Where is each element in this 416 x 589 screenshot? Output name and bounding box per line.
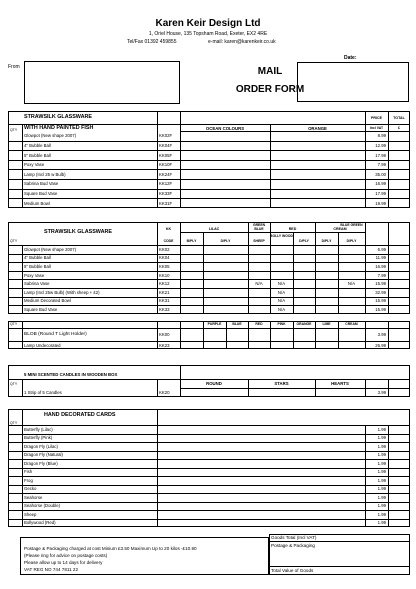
section5-qty-cell[interactable] (8, 459, 22, 468)
table-row-line (8, 169, 410, 170)
company-email: e-mail: karen@karenkeir.co.uk (208, 39, 276, 45)
section2-dply-3: D/PLY (321, 239, 332, 243)
date-label: Date: (344, 55, 357, 61)
section5-row-price: 1.99 (377, 460, 386, 466)
section5-row-price: 1.99 (377, 426, 386, 432)
section5-row-name: Seahorse (Double) (24, 503, 61, 509)
section3-colour-orange: ORANGE (296, 322, 312, 326)
section2-qty-cell[interactable] (8, 245, 22, 254)
section2-dply-1: D/PLY (220, 239, 231, 243)
section1-row-name: Poxy Vase (24, 162, 45, 168)
section1-qty-header: QTY (10, 128, 18, 132)
section3-row1-price: 3.99 (377, 332, 386, 337)
section3-colour-blue: BLUE (232, 322, 242, 326)
section2-qty-cell[interactable] (8, 262, 22, 271)
table-row-line (8, 262, 410, 263)
total-value-label: Total Value of Goods (271, 568, 314, 573)
section4-qty-header: QTY (10, 382, 18, 386)
section2-qty-cell[interactable] (8, 279, 22, 288)
section5-row-name: Sheep (24, 511, 37, 517)
section1-row-code: KK31F (159, 200, 173, 206)
section2-row-name: 4" Bubble Ball (24, 255, 51, 261)
section1-row-name: Lamp (Incl 25 w Bulb) (24, 171, 66, 177)
section2-row-price: 15.99 (375, 307, 386, 312)
section2-row-code: KK10 (159, 272, 170, 278)
section2-red-header: RED (288, 227, 297, 231)
section1-row-name: Glowpot (New shape 2007) (24, 133, 77, 139)
section2-row-price: 11.99 (375, 255, 386, 261)
footer-line4: VAT REG NO 744 7811 22 (24, 567, 79, 572)
section5-qty-cell[interactable] (8, 510, 22, 519)
section3-qty-header: QTY (10, 322, 18, 326)
table-row-line (8, 189, 410, 190)
section2-dply-4: D/PLY (346, 239, 357, 243)
table-row-line (8, 485, 410, 486)
section5-row-price: 1.99 (377, 520, 386, 526)
section1-row-code: KK04F (159, 142, 173, 148)
section1-title1: STRAWSILK GLASSWARE (24, 114, 92, 120)
table-row-line (8, 519, 410, 520)
section3-colour-pink: PINK (277, 322, 286, 326)
section2-row-price: 15.99 (375, 281, 386, 287)
table-row-line (8, 468, 410, 469)
section1-row-name: Square Bud Vase (24, 190, 58, 196)
section2-bluegreen-header: BLUE GREEN (340, 223, 363, 227)
section5-row-name: Dragon Fly (Lilac) (24, 443, 58, 449)
form-title-line1: MAIL (257, 66, 283, 77)
section2-row-code: KK31 (159, 298, 170, 304)
section5-qty-cell[interactable] (8, 493, 22, 502)
footer-line2: (Please ring for advice on postage costs) (24, 553, 108, 558)
section2-row-name: Square Bud Vase (24, 307, 58, 312)
section5-qty-cell[interactable] (8, 519, 22, 528)
section3-row2-code: KK23 (159, 342, 170, 348)
section3-colour-cream: CREAM (345, 322, 358, 326)
company-name: Karen Keir Design Ltd (155, 18, 261, 29)
section2-qty-cell[interactable] (8, 288, 22, 297)
section2-row-name: Poxy Vase (24, 272, 45, 278)
section5-title: HAND DECORATED CARDS (44, 412, 116, 418)
section1-total-sub: £ (398, 126, 400, 130)
section1-row-price: 7.99 (377, 162, 386, 168)
section5-row-name: Dragon Fly (Blue) (24, 460, 58, 466)
table-row-line (8, 271, 410, 272)
section5-qty-cell[interactable] (8, 434, 22, 443)
section1-row-price: 35.00 (375, 171, 386, 177)
section2-code-header: CODE (163, 239, 174, 243)
section1-row-code: KK33F (159, 190, 173, 196)
section1-qty-cell[interactable] (8, 198, 22, 208)
table-row-line (8, 502, 410, 503)
section5-qty-header: QTY (10, 421, 18, 425)
section5-qty-cell[interactable] (8, 451, 22, 460)
section5-row-name: Gecko (24, 486, 37, 492)
section1-row-name: 5" Bubble Ball (24, 152, 51, 158)
table-row-line (8, 179, 410, 180)
section2-row-na-bollywood: N/A (277, 281, 286, 287)
section5-row-price: 1.99 (377, 486, 386, 492)
section5-row-name: Frog (24, 477, 33, 483)
section1-row-price: 16.99 (375, 181, 386, 187)
section2-row-na-bollywood: N/A (277, 298, 286, 304)
footer-line1: Postage & Packaging charged at cost Minium £3.50 Maximum Up to 20 kilos -£10.90 (24, 546, 197, 551)
footer-line3: Please allow up to 14 days for delivery (24, 560, 103, 565)
section1-qty-cell[interactable] (8, 169, 22, 179)
section1-row-code: KK12F (159, 181, 173, 187)
section2-row-na-sheep: N/A (255, 281, 263, 287)
table-row-line (8, 510, 410, 511)
section1-qty-cell[interactable] (8, 150, 22, 160)
postage-label: Postage & Packaging (271, 543, 315, 548)
section5-row-name: Dragon Fly (Natural) (24, 452, 63, 458)
table-row-line (8, 160, 410, 161)
section1-row-price: 19.99 (375, 200, 386, 206)
section5-qty-cell[interactable] (8, 425, 22, 434)
section5-row-name: Butterfly (Lilac) (24, 426, 53, 432)
company-tel: Tel/Fax 01392 459855 (127, 39, 177, 45)
table-row-line (8, 451, 410, 452)
section1-row-price: 17.99 (375, 152, 386, 158)
section2-row-code: KK21 (159, 289, 170, 295)
table-row-line (8, 493, 410, 494)
section2-row-code: KK04 (159, 255, 170, 261)
section1-orange-header: ORANGE (308, 125, 327, 131)
section2-row-na-bluegreen: N/A (347, 281, 356, 287)
section2-row-price: 32.99 (375, 289, 386, 295)
section1-row-price: 12.99 (375, 142, 386, 148)
section2-row-price: 5.99 (377, 246, 386, 252)
section2-qty-cell[interactable] (8, 297, 22, 306)
section1-row-code: KK02F (159, 133, 173, 139)
section4-row-price: 3.99 (377, 390, 386, 395)
section4-title: 5 MINI SCENTED CANDLES IN WOODEN BOX (24, 372, 118, 377)
section2-row-name: Glowpot (New shape 2007) (24, 246, 77, 252)
section3-colour-red: RED (255, 322, 263, 326)
section2-row-price: 15.99 (375, 298, 386, 304)
section2-row-code: KK05 (159, 264, 170, 269)
section4-row-name: 1 Strip of 5 Candles (24, 390, 62, 395)
section2-dply-2: D/PLY (299, 239, 309, 243)
section1-total-header: TOTAL (393, 116, 405, 120)
section5-row-price: 1.99 (377, 469, 386, 475)
section2-sheep: SHEEP (253, 239, 265, 243)
section5-qty-cell[interactable] (8, 468, 22, 477)
section1-row-name: Medium Bowl (24, 200, 50, 206)
section5-qty-cell[interactable] (8, 485, 22, 494)
section2-cream-header: CREAM (333, 227, 347, 231)
from-label: From (8, 64, 20, 70)
section2-row-name: Medium Decorated Bowl (24, 298, 71, 304)
section1-price-sub: Incl VAT (369, 126, 384, 130)
section1-price-header: PRICE (371, 116, 382, 120)
table-row-line (8, 254, 410, 255)
section1-qty-cell[interactable] (8, 131, 22, 141)
section2-qty-header: QTY (10, 239, 18, 243)
section3-colour-purple: PURPLE (207, 322, 222, 326)
section5-row-price: 1.99 (377, 452, 386, 458)
section2-title: STRAWSILK GLASSWARE (44, 229, 112, 235)
table-row-line (8, 476, 410, 477)
section2-qty-cell[interactable] (8, 305, 22, 314)
section5-row-price: 1.99 (377, 494, 386, 500)
section2-row-na-bollywood: N/A (277, 289, 286, 295)
section5-row-name: Fish (24, 469, 33, 475)
section3-colour-lime: LIME (322, 322, 331, 326)
section4-round-header: ROUND (206, 381, 222, 386)
table-row-line (8, 141, 410, 142)
table-row-line (8, 434, 410, 435)
from-field[interactable] (24, 61, 180, 104)
section5-row-price: 1.99 (377, 511, 386, 517)
section2-row-code: KK12 (159, 281, 170, 287)
section3-row2-price: 26.99 (375, 342, 386, 348)
goods-total-label: Goods Total (Incl VAT) (271, 535, 317, 540)
section1-row-name: Sabrina Bud Vase (24, 181, 59, 187)
section1-row-price: 17.99 (375, 190, 386, 196)
section3-row2-name: Lamp Undecorated (24, 342, 61, 348)
table-row-line (8, 459, 410, 460)
section5-qty-cell[interactable] (8, 502, 22, 511)
section1-title2: WITH HAND PAINTED FISH (24, 125, 94, 131)
section2-qty-cell[interactable] (8, 271, 22, 280)
section1-qty-cell[interactable] (8, 179, 22, 189)
section5-row-name: Bollywood (Red) (24, 520, 56, 526)
section2-kk-header: KK (165, 227, 172, 231)
section5-qty-cell[interactable] (8, 476, 22, 485)
form-title-line2: ORDER FORM (235, 84, 305, 95)
table-row-line (8, 150, 410, 151)
section3-row1-name: BLOB (Round T Light Holder) (24, 331, 87, 337)
section2-row-code: KK02 (159, 246, 170, 252)
section5-row-price: 1.99 (377, 477, 386, 483)
section2-row-price: 7.99 (377, 272, 386, 278)
section1-qty-cell[interactable] (8, 141, 22, 151)
section5-row-name: Seahorse (24, 494, 43, 500)
section1-qty-cell[interactable] (8, 160, 22, 170)
section2-row-price: 16.99 (375, 264, 386, 269)
table-row-line (8, 198, 410, 199)
section4-hearts-header: HEARTS (331, 381, 349, 386)
section5-row-price: 1.99 (377, 503, 386, 509)
section1-qty-cell[interactable] (8, 189, 22, 199)
section2-row-name: Sabrina Vase (24, 281, 50, 287)
section2-qty-cell[interactable] (8, 254, 22, 263)
section2-bollywood: BOLLY WOOD (270, 234, 293, 238)
table-row-line (8, 442, 410, 443)
section1-row-code: KK05F (159, 152, 173, 158)
section4-stars-header: STARS (274, 381, 289, 386)
section1-ocean-header: OCEAN COLOURS (205, 125, 245, 131)
section2-row-code: KK33 (159, 307, 170, 312)
section1-row-code: KK24F (159, 171, 173, 177)
section1-row-name: 4" Bubble Ball (24, 142, 51, 148)
section5-qty-cell[interactable] (8, 442, 22, 451)
section2-greenblue-header: GREEN BLUE (252, 223, 266, 231)
company-address: 1, Oriel House, 135 Topsham Road, Exeter, EX2 4RE (148, 31, 268, 37)
section4-row-code: KK20 (159, 390, 170, 395)
section2-row-name: Lamp (Incl 25w Bulb) (With sheep + £2) (24, 289, 100, 295)
section2-row-name: 5" Bubble Ball (24, 264, 51, 269)
section1-row-price: 8.99 (377, 133, 386, 139)
section5-row-price: 1.99 (377, 443, 386, 449)
section2-lilac-header: LILAC (208, 227, 220, 231)
table-row-line (8, 305, 410, 306)
section5-row-name: Butterfly (Pink) (24, 435, 53, 441)
section2-row-na-bollywood: N/A (277, 307, 286, 312)
section2-bply-1: B/PLY (186, 239, 197, 243)
section3-row1-code: KK00 (159, 332, 170, 337)
section1-row-code: KK10F (159, 162, 173, 168)
section5-row-price: 1.99 (377, 435, 386, 441)
